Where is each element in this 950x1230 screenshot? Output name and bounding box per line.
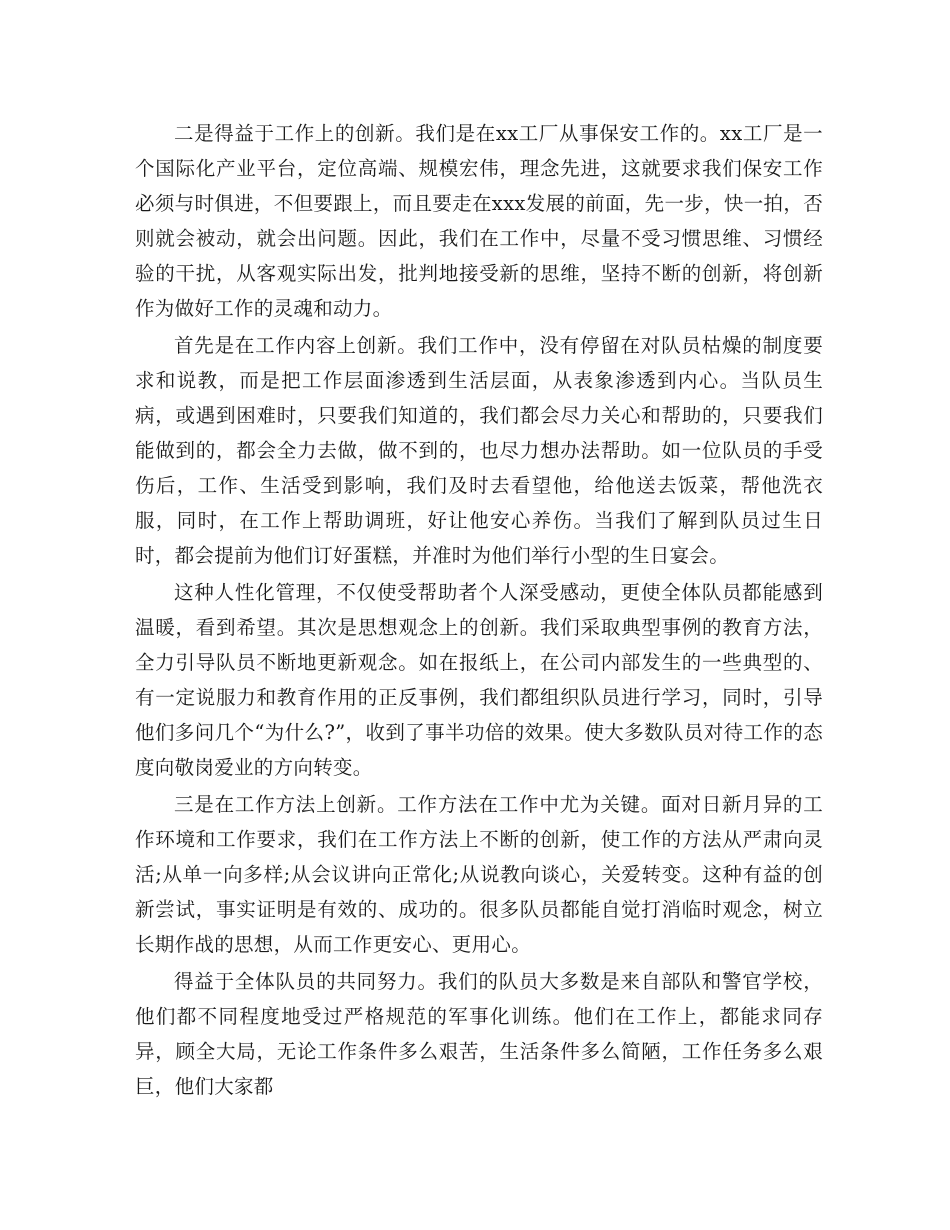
paragraph-work-content-innovation: 首先是在工作内容上创新。我们工作中，没有停留在对队员枯燥的制度要求和说教，而是把工作层面渗透到生活层面，从表象渗透到内心。当队员生病，或遇到困难时，只要我们知道的，我们都会尽力关心和帮助的，只要我们能做到的，都会全力去做，做不到的，也尽力想办法帮助。如一位队员的手受伤后，工作、生活受到影响，我们及时去看望他，给他送去饭菜，帮他洗衣服，同时，在工作上帮助调班，好让他安心养伤。当我们了解到队员过生日时，都会提前为他们订好蛋糕，并准时为他们举行小型的生日宴会。	[135, 334, 823, 567]
paragraph-innovation-at-work: 二是得益于工作上的创新。我们是在xx工厂从事保安工作的。xx工厂是一个国际化产业平台，定位高端、规模宏伟，理念先进，这就要求我们保安工作必须与时俱进，不但要跟上，而且要走在xxx发展的前面，先一步，快一拍，否则就会被动，就会出问题。因此，我们在工作中，尽量不受习惯思维、习惯经验的干扰，从客观实际出发，批判地接受新的思维，坚持不断的创新，将创新作为做好工作的灵魂和动力。	[135, 122, 823, 320]
paragraph-team-effort: 得益于全体队员的共同努力。我们的队员大多数是来自部队和警官学校，他们都不同程度地受过严格规范的军事化训练。他们在工作上，都能求同存异，顾全大局，无论工作条件多么艰苦，生活条件多么简陋，工作任务多么艰巨，他们大家都	[135, 970, 823, 1098]
document-body	[135, 116, 823, 1106]
paragraph-work-method-innovation: 三是在工作方法上创新。工作方法在工作中尤为关键。面对日新月异的工作环境和工作要求，我们在工作方法上不断的创新，使工作的方法从严肃向灵活;从单一向多样;从会议讲向正常化;从说教向谈心，关爱转变。这种有益的创新尝试，事实证明是有效的、成功的。很多队员都能自觉打消临时观念，树立长期作战的思想，从而工作更安心、更用心。	[135, 793, 823, 956]
paragraph-humanized-management: 这种人性化管理，不仅使受帮助者个人深受感动，更使全体队员都能感到温暖，看到希望。其次是思想观念上的创新。我们采取典型事例的教育方法，全力引导队员不断地更新观念。如在报纸上，在公司内部发生的一些典型的、有一定说服力和教育作用的正反事例，我们都组织队员进行学习，同时，引导他们多问几个“为什么?”，收到了事半功倍的效果。使大多数队员对待工作的态度向敬岗爱业的方向转变。	[135, 581, 823, 779]
